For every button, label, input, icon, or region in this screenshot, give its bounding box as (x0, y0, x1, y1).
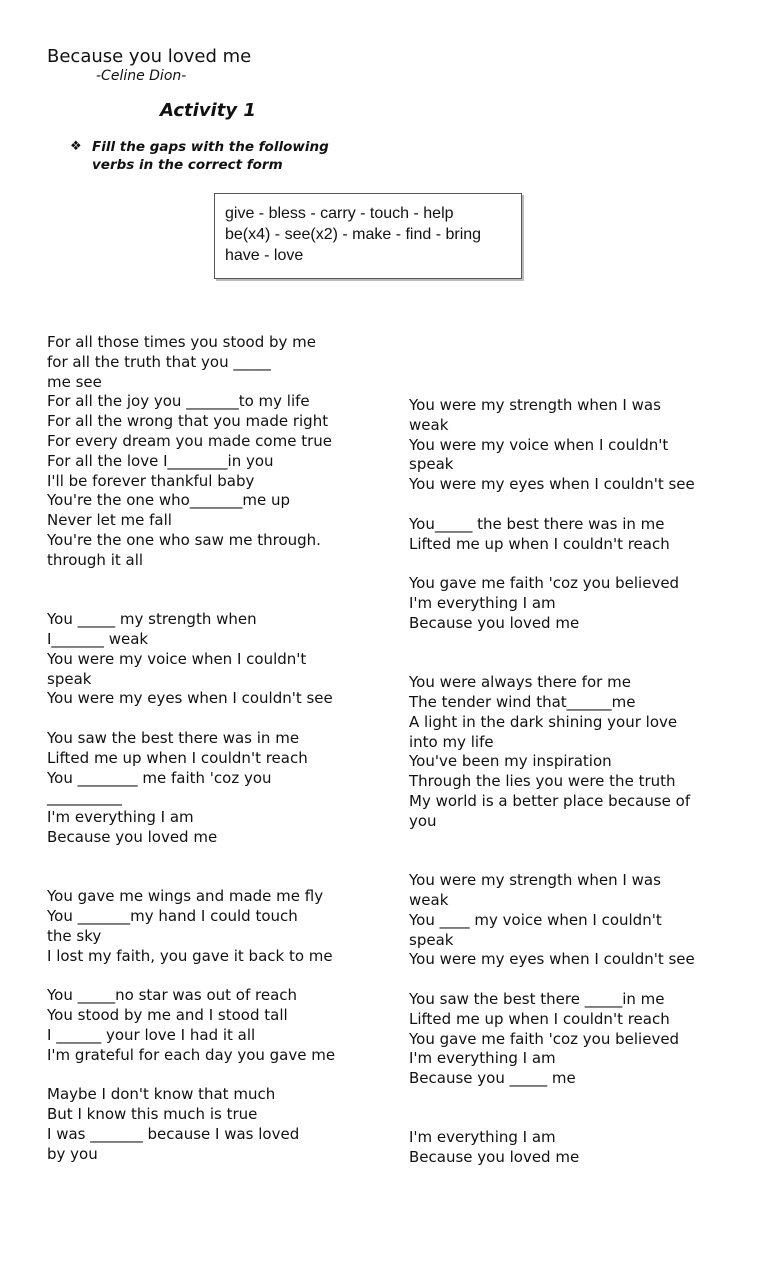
lyric-line: You were my strength when I was (409, 871, 661, 890)
lyric-line: You _____no star was out of reach (47, 986, 298, 1005)
lyric-line: Lifted me up when I couldn't reach (47, 748, 308, 767)
lyric-line: My world is a better place because of (409, 791, 691, 810)
lyric-line: speak (409, 455, 454, 474)
lyrics-right-column (409, 396, 695, 1168)
lyrics-left-column (47, 333, 335, 1164)
lyric-line: You ________ me faith 'coz you (47, 768, 272, 787)
lyric-line: You were always there for me (409, 673, 631, 692)
lyric-line: You_____ the best there was in me (409, 514, 665, 533)
lyric-line: You gave me wings and made me fly (47, 887, 324, 906)
lyric-line: Because you loved me (409, 1148, 580, 1167)
lyric-line: For all the joy you _______to my life (47, 392, 310, 411)
lyric-line: But I know this much is true (47, 1105, 258, 1124)
lyric-line: by you (47, 1144, 98, 1163)
lyric-line: Because you _____ me (409, 1069, 576, 1088)
lyric-line: You're the one who saw me through. (47, 530, 321, 549)
lyric-line (409, 970, 695, 990)
lyric-line: You saw the best there _____in me (409, 989, 665, 1008)
lyric-line: I'm everything I am (409, 593, 556, 612)
lyric-line (47, 571, 335, 591)
lyric-line: Because you loved me (409, 613, 580, 632)
lyric-line: I lost my faith, you gave it back to me (47, 946, 333, 965)
lyric-line: I was _______ because I was loved (47, 1124, 300, 1143)
lyric-line: Maybe I don't know that much (47, 1085, 276, 1104)
lyric-line: You ____ my voice when I couldn't (409, 910, 662, 929)
lyric-line: For all the love I________in you (47, 451, 274, 470)
lyric-line: You were my eyes when I couldn't see (47, 689, 333, 708)
word-box (214, 193, 522, 279)
lyric-line: Because you loved me (47, 827, 218, 846)
lyric-line: Lifted me up when I couldn't reach (409, 1009, 670, 1028)
instruction-text (92, 138, 329, 174)
lyric-line: I'm grateful for each day you gave me (47, 1045, 336, 1064)
song-artist: -Celine Dion- (96, 68, 187, 84)
lyric-line (409, 1109, 695, 1129)
lyric-line: You were my eyes when I couldn't see (409, 950, 695, 969)
lyric-line: The tender wind that______me (409, 692, 636, 711)
lyric-line: through it all (47, 550, 144, 569)
lyric-line: You were my strength when I was (409, 396, 661, 414)
lyric-line: __________ (47, 788, 122, 807)
lyric-line: Lifted me up when I couldn't reach (409, 534, 670, 553)
lyric-line: You gave me faith 'coz you believed (409, 574, 680, 593)
lyric-line: For every dream you made come true (47, 431, 332, 450)
lyric-line: speak (409, 930, 454, 949)
lyric-line: You were my voice when I couldn't (409, 435, 669, 454)
instruction-line: Fill the gaps with the following (92, 139, 329, 155)
lyric-line: I'm everything I am (409, 1128, 556, 1147)
lyric-line: I ______ your love I had it all (47, 1025, 256, 1044)
lyric-line: You were my voice when I couldn't (47, 649, 307, 668)
word-box-line: give - bless - carry - touch - help (225, 205, 454, 222)
lyric-line (47, 868, 335, 888)
lyric-line: You stood by me and I stood tall (47, 1006, 288, 1025)
lyric-line: me see (47, 372, 102, 391)
lyric-line: You gave me faith 'coz you believed (409, 1029, 680, 1048)
lyric-line (409, 851, 695, 871)
lyric-line (47, 590, 335, 610)
lyric-line (409, 634, 695, 654)
lyric-line: You're the one who_______me up (47, 491, 290, 510)
lyric-line: speak (47, 669, 92, 688)
song-title: Because you loved me (47, 46, 252, 67)
lyric-line (409, 653, 695, 673)
lyric-line: Through the lies you were the truth (409, 772, 676, 791)
word-box-line: have - love (225, 247, 304, 264)
lyric-line: I'm everything I am (409, 1049, 556, 1068)
lyric-line: I'll be forever thankful baby (47, 471, 255, 490)
lyric-line: for all the truth that you _____ (47, 352, 271, 371)
lyric-line: For all the wrong that you made right (47, 412, 329, 431)
lyric-line (47, 709, 335, 729)
lyric-line: the sky (47, 926, 102, 945)
lyric-line: into my life (409, 732, 494, 751)
lyric-line (47, 848, 335, 868)
lyric-line (409, 495, 695, 515)
lyric-line (47, 967, 335, 987)
lyric-line: I_______ weak (47, 629, 149, 648)
lyric-line: You saw the best there was in me (47, 728, 300, 747)
lyric-line (409, 554, 695, 574)
lyric-line: You _______my hand I could touch (47, 907, 298, 926)
lyric-line: you (409, 811, 437, 830)
lyric-line: For all those times you stood by me (47, 333, 317, 351)
lyric-line: A light in the dark shining your love (409, 712, 678, 731)
word-box-line: be(x4) - see(x2) - make - find - bring (225, 226, 482, 243)
instruction (70, 138, 329, 174)
lyric-line: I'm everything I am (47, 808, 194, 827)
diamond-bullet-icon: ❖ (70, 139, 82, 154)
lyric-line: weak (409, 890, 449, 909)
activity-heading: Activity 1 (160, 100, 256, 121)
lyric-line: Never let me fall (47, 511, 172, 530)
lyric-line: You were my eyes when I couldn't see (409, 475, 695, 494)
lyric-line (409, 1089, 695, 1109)
lyric-line (47, 1065, 335, 1085)
lyric-line: weak (409, 415, 449, 434)
instruction-line: verbs in the correct form (92, 157, 283, 173)
lyric-line: You _____ my strength when (47, 610, 257, 629)
lyric-line: You've been my inspiration (409, 752, 612, 771)
lyric-line (409, 832, 695, 852)
